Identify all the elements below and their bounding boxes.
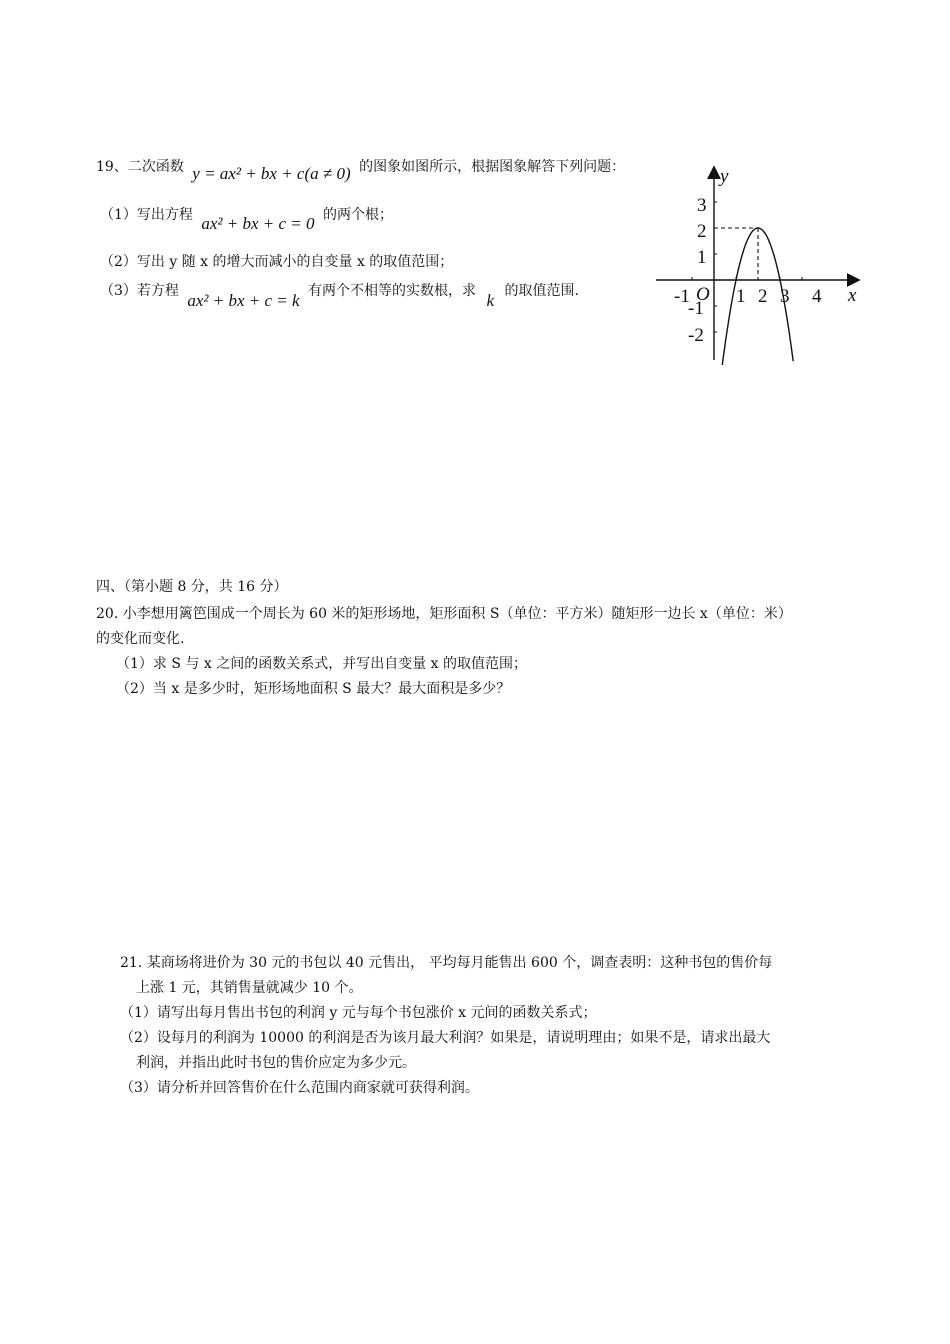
x-tick-label-neg1: -1 — [674, 286, 690, 307]
y-tick-label-1: 1 — [697, 247, 707, 268]
y-tick-label-2: 2 — [697, 221, 707, 242]
x-tick-label-3: 3 — [780, 286, 790, 307]
origin-label: O — [696, 284, 710, 305]
q21-part2-line2: 利润，并指出此时书包的售价应定为多少元。 — [136, 1055, 416, 1071]
q19-part3 — [100, 280, 579, 310]
q21-part3: （3）请分析并回答售价在什么范围内商家就可获得利润。 — [120, 1080, 479, 1096]
q19-part3-suffix: 的取值范围. — [504, 283, 579, 299]
q19-part3-middle: 有两个不相等的实数根，求 — [308, 283, 477, 299]
q19-part2: （2）写出 y 随 x 的增大而减小的自变量 x 的取值范围； — [100, 254, 454, 270]
q19-part3-formula: ax² + bx + c = k — [187, 291, 300, 310]
q20-part2: （2）当 x 是多少时，矩形场地面积 S 最大？最大面积是多少？ — [116, 681, 511, 697]
q19-part3-var: k — [486, 291, 495, 310]
y-tick-label-3: 3 — [697, 195, 707, 216]
q21-part1: （1）请写出每月售出书包的利润 y 元与每个书包涨价 x 元间的函数关系式； — [120, 1005, 597, 1021]
section-four-heading: 四、（第小题 8 分，共 16 分） — [96, 579, 288, 595]
q21-line2: 上涨 1 元，其销售量就减少 10 个。 — [136, 980, 363, 996]
x-tick-label-4: 4 — [812, 286, 822, 307]
q19-intro-prefix: 19、二次函数 — [96, 159, 184, 175]
q19-part1 — [100, 204, 393, 233]
q20-line1: 20. 小李想用篱笆围成一个周长为 60 米的矩形场地，矩形面积 S（单位：平方米）随矩形一边长 x（单位：米） — [96, 606, 792, 622]
q19-part1-suffix: 的两个根； — [322, 207, 393, 223]
q19-intro-suffix: 的图象如图所示，根据图象解答下列问题： — [359, 159, 626, 175]
q19-part1-prefix: （1）写出方程 — [100, 207, 193, 223]
q20-line2: 的变化而变化. — [96, 631, 185, 647]
q19-part1-formula: ax² + bx + c = 0 — [201, 214, 315, 233]
q19-intro — [96, 156, 626, 183]
y-axis-label: y — [720, 166, 729, 187]
x-tick-label-2: 2 — [758, 286, 768, 307]
q20-part1: （1）求 S 与 x 之间的函数关系式，并写出自变量 x 的取值范围； — [116, 656, 527, 672]
x-tick-label-1: 1 — [736, 286, 746, 307]
parabola-graph — [648, 160, 864, 365]
y-tick-label-neg1: -1 — [688, 298, 704, 319]
q19-intro-formula: y = ax² + bx + c(a ≠ 0) — [192, 164, 351, 183]
q19-part3-prefix: （3）若方程 — [100, 283, 179, 299]
q21-line1: 21. 某商场将进价为 30 元的书包以 40 元售出， 平均每月能售出 600 个，调查表明：这种书包的售价每 — [120, 955, 773, 971]
y-tick-label-neg2: -2 — [688, 325, 704, 346]
q21-part2-line1: （2）设每月的利润为 10000 的利润是否为该月最大利润？如果是，请说明理由；如果不是，请求出最大 — [120, 1030, 771, 1046]
x-axis-label: x — [848, 285, 857, 306]
